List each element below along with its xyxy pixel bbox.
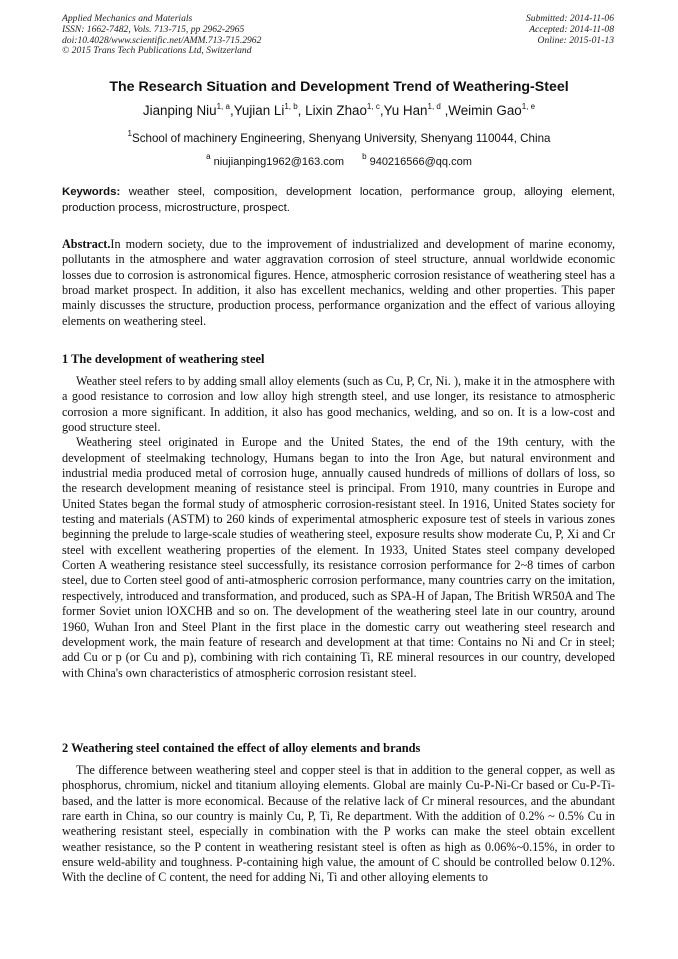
paragraph: Weathering steel originated in Europe and the United States, the end of the 19th century, with the development of steelmaking technology, Humans began to into the Iron Age, but natural environment and industrial media produced metal of corrosion huge, annually caused hundreds of millions of dollars of loss, so the research development meaning of resistance steel is principal. From 1910, many countries in Europe and United States began the formal study of atmospheric corrosion-resistant steel. In 1916, United States society for testing and materials (ASTM) to 260 kinds of experimental atmospheric exposure test of steels in various zones beginning the prelude to large-scale studies of weathering steel, exposure results show moderate Cu, P, Xi and Cr steel with excellent weathering properties of the element. In 1933, United States steel company developed Corten A weathering resistance steel successfully, its resistance corrosion performance for 2~8 times of carbon steel, due to Corten steel good of anti-atmospheric corrosion performance, many countries carry on the imitation, respectively, introduced and transformation, and produced, such as SPA-H of Japan, The British WR50A and The former Soviet union lOXCHB and so on. The development of the weathering steel late in our country, around 1960, Wuhan Iron and Steel Plant in the first place in the domestic carry out weathering steel research and development work, the main feature of research and development at that time: Contains no Ni and Cr in steel; add Cu or p (or Cu and p), combining with rich containing Ti, RE mineral resources in our country, developed with China's own characteristics of atmospheric corrosion resistant steel. — [62, 435, 615, 680]
email-sup: b — [362, 152, 367, 161]
author-sep: , — [379, 103, 384, 118]
copyright-line: © 2015 Trans Tech Publications Ltd, Switzerland — [62, 45, 252, 57]
email-sup: a — [206, 152, 211, 161]
paragraph: Weather steel refers to by adding small alloy elements (such as Cu, P, Cr, Ni. ), make it in the atmosphere with a good resistance to corrosion and low alloy high strength steel, and use longer, its resistance to atmospheric corrosion a more significant. In addition, it also has good mechanics, welding, and so on. It is a low-cost and good structure steel. — [62, 374, 615, 435]
email-address: 940216566@qq.com — [369, 156, 472, 168]
author-list — [0, 102, 678, 118]
author-name: Weimin Gao — [448, 103, 522, 118]
affiliation — [0, 129, 678, 145]
section-body — [62, 374, 615, 681]
submission-dates — [526, 14, 614, 46]
author-sep: , — [229, 103, 234, 118]
author-name: Yu Han — [383, 103, 428, 118]
author-name: Jianping Niu — [142, 103, 217, 118]
journal-info — [62, 14, 261, 57]
paper-title: The Research Situation and Development Trend of Weathering-Steel — [109, 79, 569, 95]
section-heading: 1 The development of weathering steel — [62, 352, 265, 366]
keywords — [62, 185, 615, 216]
abstract-text: In modern society, due to the improvement of industrialized and development of marine economy, pollutants in the atmosphere and water aggravation corrosion of steel structure, annual worldwide economic losses due to corrosion is astronomical figures. Hence, atmospheric corrosion resistance of weathering steel has a broad market prospect. In addition, it also has excellent mechanics, welding and other properties. This paper mainly discusses the structure, production process, performance organization and the effect of various alloying elements on weathering steel. — [62, 237, 615, 328]
online-date: Online: 2015-01-13 — [537, 34, 614, 46]
author-sup: 1, c — [366, 102, 380, 111]
issn-line: ISSN: 1662-7482, Vols. 713-715, pp 2962-2965 — [62, 23, 245, 35]
paragraph: The difference between weathering steel and copper steel is that in addition to the general copper, as well as phosphorus, chromium, nickel and titanium alloying elements. Global are mainly Cu-P-Ni-Cr based or Cu-P-Ti-based, and the latter is more economical. Because of the relative lack of Cr mineral resources, and the abundant rare earth in China, so our country is mainly Cu, P, Ti, Re department. With the addition of 0.2% ~ 0.5% Cu in weathering resistant steel, especially in combination with the P works can make the steel obtain excellent weather resistance, so the P content in weathering resistant steel is often as high as 0.06%~0.15%, in order to ensure weld-ability and toughness. P-containing high value, the amount of C should be controlled below 0.12%. With the decline of C content, the need for adding Ni, Ti and other alloying elements to — [62, 763, 615, 885]
keywords-label: Keywords: — [62, 186, 121, 198]
doi-line: doi:10.4028/www.scientific.net/AMM.713-715.2962 — [62, 34, 262, 46]
author-sup: 1, d — [427, 102, 441, 111]
journal-name: Applied Mechanics and Materials — [62, 13, 193, 24]
keywords-text: weather steel, composition, development location, performance group, alloying element, production process, microstructure, prospect. — [62, 186, 615, 214]
abstract — [62, 237, 615, 329]
section-body — [62, 763, 615, 886]
email-address: niujianping1962@163.com — [213, 156, 345, 168]
author-name: Lixin Zhao — [305, 103, 367, 118]
affiliation-text: School of machinery Engineering, Shenyang University, Shenyang 110044, China — [131, 132, 551, 145]
accepted-date: Accepted: 2014-11-08 — [529, 23, 614, 35]
submitted-date: Submitted: 2014-11-06 — [525, 13, 614, 24]
author-name: Yujian Li — [233, 103, 285, 118]
section-heading: 2 Weathering steel contained the effect of alloy elements and brands — [62, 741, 421, 755]
author-sep: , — [297, 103, 306, 118]
author-sup: 1, e — [521, 102, 536, 111]
author-sup: 1, b — [284, 102, 298, 111]
affiliation-sup: 1 — [127, 129, 132, 138]
author-sep: , — [440, 103, 449, 118]
author-sup: 1, a — [216, 102, 230, 111]
email-line — [0, 152, 678, 168]
abstract-label: Abstract. — [62, 237, 111, 251]
